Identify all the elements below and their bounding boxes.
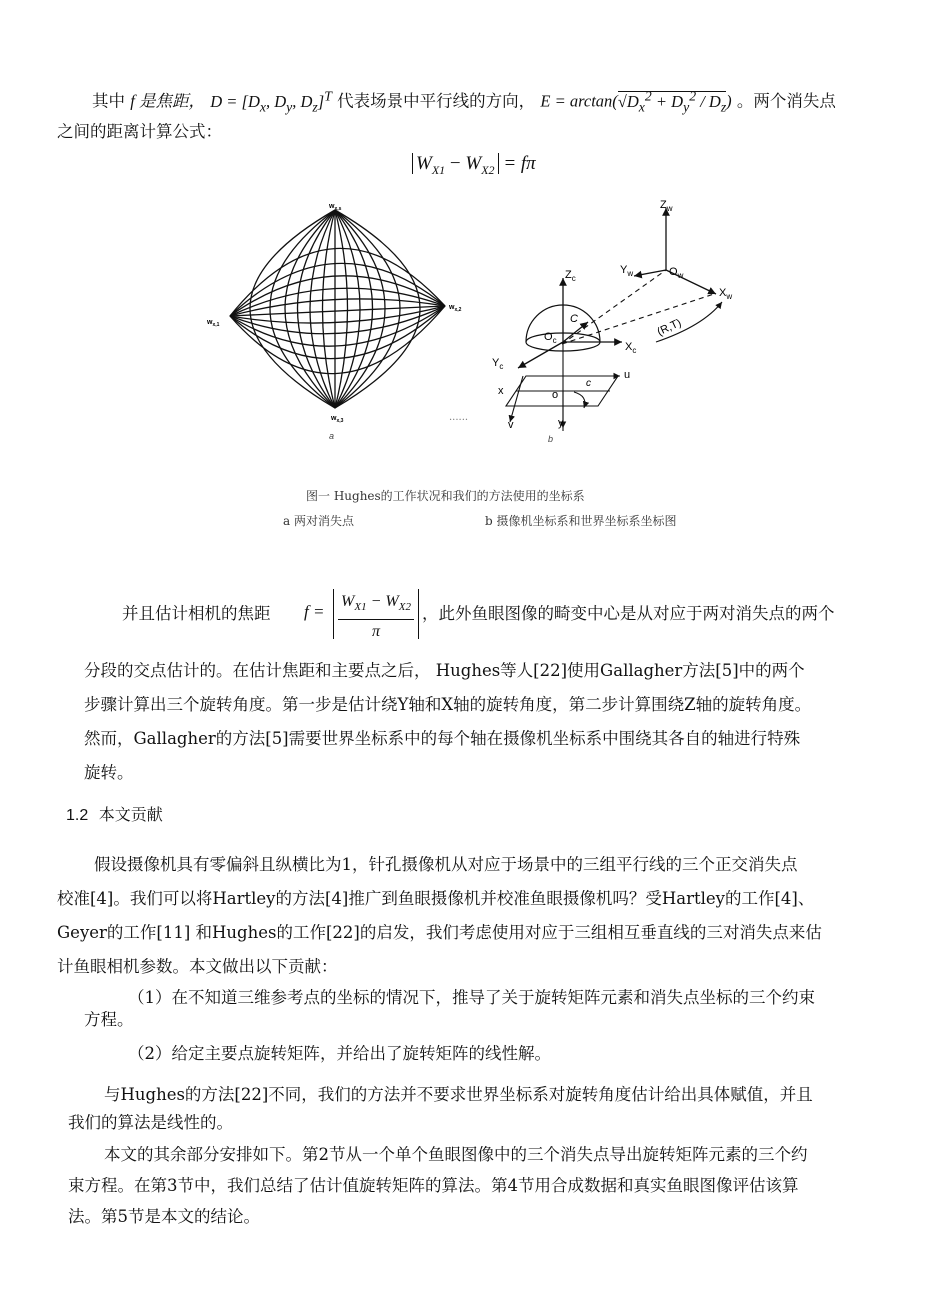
Oc-label: $O_c$	[544, 331, 557, 345]
w-right-label: $w_{x,2}$	[449, 304, 462, 313]
Yw-label: $Y_w$	[620, 264, 634, 278]
p1-line-4: 旋转。	[84, 763, 134, 782]
figure-panel-b	[488, 196, 758, 446]
C-label: C	[570, 313, 578, 325]
p2-line-1: 假设摄像机具有零偏斜且纵横比为1，针孔摄像机从对应于场景中的三组平行线的三个正交消失点	[94, 855, 798, 874]
focal-prefix: 并且估计相机的焦距	[122, 604, 271, 623]
focal-f-eq: f =	[304, 602, 325, 621]
focal-num-sub1: X1	[354, 601, 367, 614]
intro-direction: 代表场景中平行线的方向，	[337, 91, 536, 111]
figure-panel-a	[205, 196, 465, 446]
contribution-2: （2）给定主要点旋转矩阵，并给出了旋转矩阵的线性解。	[128, 1044, 551, 1063]
p3-line-2: 我们的算法是线性的。	[68, 1113, 233, 1132]
p3-line-1: 与Hughes的方法[22]不同，我们的方法并不要求世界坐标系对旋转角度估计给出具体赋值，并且	[104, 1085, 813, 1104]
o-label: o	[552, 389, 559, 401]
w-left-label: $w_{x,1}$	[207, 319, 220, 328]
p4-line-1: 本文的其余部分安排如下。第2节从一个单个鱼眼图像中的三个消失点导出旋转矩阵元素的三个约	[104, 1145, 808, 1164]
v-label: v	[508, 419, 514, 431]
c-label: c	[586, 378, 591, 389]
figure-dots: ......	[449, 412, 469, 423]
E-formula: $E = \arctan(√D_x^2 + D_y^2 / D_z)$	[540, 88, 732, 114]
Xw-label: $X_w$	[719, 287, 733, 301]
D-vector-text: D = [D	[210, 91, 260, 111]
u-label: u	[624, 369, 631, 381]
p2-line-2: 校准[4]。我们可以将Hartley的方法[4]推广到鱼眼摄像机并校准鱼眼摄像机吗？受Hartley的工作[4]、	[57, 889, 815, 908]
dashed-links	[562, 270, 714, 344]
p2-line-4: 计鱼眼相机参数。本文做出以下贡献：	[57, 957, 338, 976]
Zw-label: $Z_w$	[660, 199, 673, 213]
w-bottom-label: $w_{x,3}$	[331, 415, 344, 424]
eq-W1: W	[416, 153, 432, 174]
p1-line-2: 步骤计算出三个旋转角度。第一步是估计绕Y轴和X轴的旋转角度，第二步计算围绕Z轴的旋转角度。	[84, 695, 812, 714]
eq-rhs: = fπ	[498, 153, 536, 174]
Xc-label: $X_c$	[625, 341, 637, 355]
intro-focal-def: f 是焦距，	[130, 91, 205, 111]
x-label: x	[498, 385, 504, 397]
E-formula-text: E = arctan(	[540, 91, 618, 111]
caption-b: b 摄像机坐标系和世界坐标系坐标图	[485, 514, 677, 528]
eq-sub1: X1	[431, 162, 446, 177]
intro-two-points: 。两个消失点	[736, 91, 836, 111]
p4-line-3: 法。第5节是本文的结论。	[68, 1207, 260, 1226]
figure-caption: 图一 Hughes的工作状况和我们的方法使用的坐标系	[306, 489, 585, 503]
Yc-label: $Y_c$	[492, 357, 504, 371]
RT-label: (R,T)	[655, 316, 684, 339]
intro-line-2: 之间的距离计算公式：	[57, 122, 222, 141]
contribution-1-line-1: （1）在不知道三维参考点的坐标的情况下，推导了关于旋转矩阵元素和消失点坐标的三个约束	[128, 988, 815, 1007]
distance-equation	[412, 150, 536, 184]
intro-line-1	[92, 84, 836, 119]
focal-numerator	[334, 589, 418, 617]
caption-a: a 两对消失点	[283, 514, 354, 528]
focal-suffix: ，此外鱼眼图像的畸变中心是从对应于两对消失点的两个	[422, 604, 835, 623]
eq-W2: W	[465, 153, 482, 174]
panel-b-label: b	[548, 434, 554, 444]
focal-num-mid: − W	[366, 593, 399, 610]
intro-prefix: 其中	[92, 91, 125, 111]
focal-line	[122, 602, 271, 626]
p2-line-3: Geyer的工作[11] 和Hughes的工作[22]的启发，我们考虑使用对应于三组相互垂直线的三对消失点来估	[57, 923, 822, 942]
p1-line-1: 分段的交点估计的。在估计焦距和主要点之后， Hughes等人[22]使用Gallagher方法[5]中的两个	[84, 661, 805, 680]
world-frame	[634, 208, 716, 294]
y-label: y	[558, 417, 564, 429]
Zc-label: $Z_c$	[565, 269, 576, 283]
Ow-label: $O_w$	[669, 266, 684, 280]
paragraph-hughes	[84, 654, 811, 790]
D-vector: $D = [D_x$, $D_y$, $D_z]^T$	[210, 88, 332, 114]
section-heading	[66, 802, 163, 825]
vanishing-sphere-grid	[230, 210, 445, 408]
focal-fraction	[333, 589, 419, 639]
p4-line-2: 束方程。在第3节中，我们总结了估计值旋转矩阵的算法。第4节用合成数据和真实鱼眼图像评估该算	[68, 1176, 799, 1195]
p1-line-3: 然而，Gallagher的方法[5]需要世界坐标系中的每个轴在摄像机坐标系中围绕其各自的轴进行特殊	[84, 729, 801, 748]
paragraph-assumption	[57, 848, 822, 984]
focal-num-W: W	[341, 593, 355, 610]
focal-num-sub2: X2	[398, 601, 411, 614]
panel-a-label: a	[329, 431, 335, 441]
section-number: 1.2	[66, 807, 89, 824]
section-title: 本文贡献	[98, 807, 163, 824]
eq-minus: −	[445, 153, 466, 174]
eq-sub2: X2	[481, 162, 495, 177]
contribution-1-line-2: 方程。	[84, 1010, 134, 1029]
focal-denominator: π	[371, 623, 380, 641]
w-top-label: $w_{x,s}$	[329, 203, 342, 212]
